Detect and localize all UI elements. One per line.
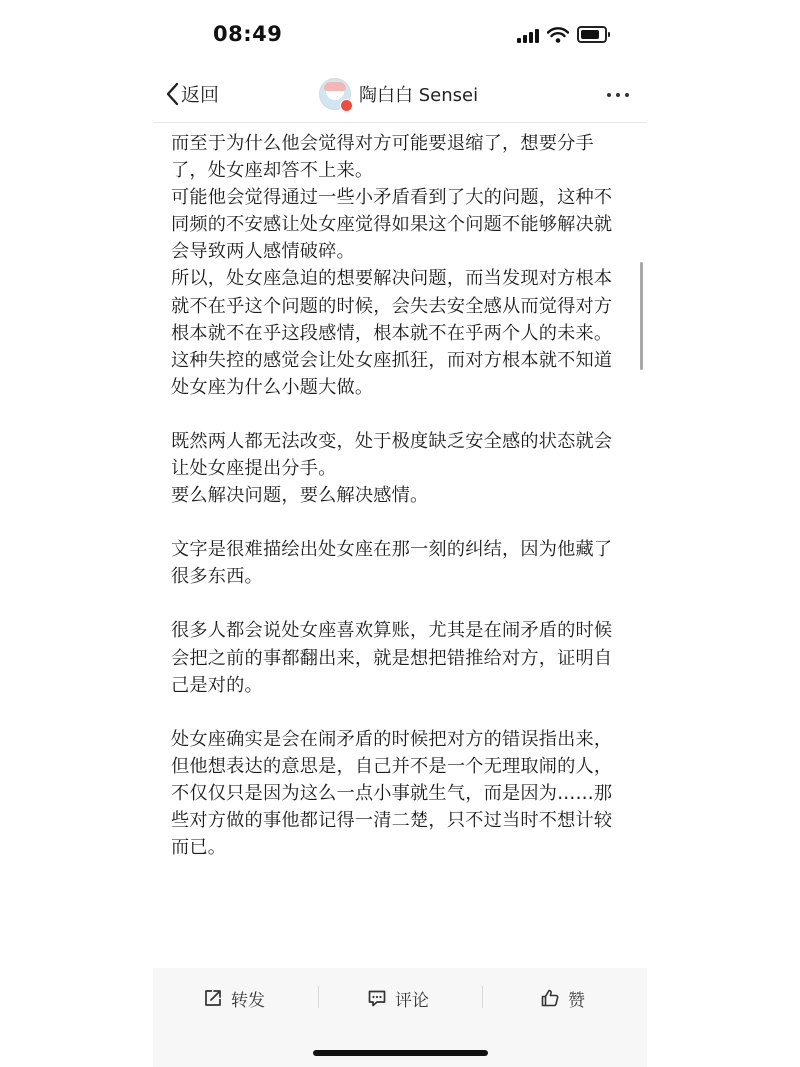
status-bar	[153, 0, 647, 70]
status-time: 08:49	[213, 22, 283, 46]
phone-screen	[153, 0, 647, 1067]
nav-bar	[153, 70, 647, 123]
like-button[interactable]	[540, 986, 585, 1010]
article-paragraph: 很多人都会说处女座喜欢算账，尤其是在闹矛盾的时候会把之前的事都翻出来，就是想把错推给对方，证明自己是对的。	[171, 620, 613, 696]
article-paragraph: 可能他会觉得通过一些小矛盾看到了大的问题，这种不同频的不安感让处女座觉得如果这个问题不能够解决就会导致两人感情破碎。	[171, 187, 613, 263]
repost-label: 转发	[231, 990, 265, 1011]
home-indicator[interactable]	[313, 1050, 488, 1056]
article-paragraph: 所以，处女座急迫的想要解决问题，而当发现对方根本就不在乎这个问题的时候，会失去安全感从而觉得对方根本就不在乎这段感情，根本就不在乎两个人的未来。	[171, 268, 613, 344]
comment-button[interactable]	[367, 986, 429, 1010]
article-paragraph: 要么解决问题，要么解决感情。	[171, 485, 429, 507]
share-arrow-icon	[203, 988, 223, 1008]
avatar[interactable]	[319, 78, 351, 110]
chevron-left-icon	[165, 82, 179, 106]
nav-title: 陶白白 Sensei	[359, 85, 479, 106]
verified-badge-icon	[340, 99, 353, 112]
signal-icon	[517, 27, 539, 43]
divider	[482, 986, 483, 1008]
wifi-icon	[547, 27, 569, 43]
thumbs-up-icon	[540, 988, 560, 1008]
status-icons	[517, 26, 607, 43]
like-label: 赞	[568, 990, 585, 1011]
battery-icon	[577, 26, 607, 43]
article-paragraph: 文字是很难描绘出处女座在那一刻的纠结，因为他藏了很多东西。	[171, 539, 613, 588]
article-paragraph: 这种失控的感觉会让处女座抓狂，而对方根本就不知道处女座为什么小题大做。	[171, 349, 613, 398]
article-paragraph: 处女座确实是会在闹矛盾的时候把对方的错误指出来，但他想表达的意思是，自己并不是一个无理取闹的人，不仅仅只是因为这么一点小事就生气，而是因为……那些对方做的事他都记得一清二楚，只不过当时不想计较而已。	[171, 728, 613, 859]
article-paragraph: 既然两人都无法改变，处于极度缺乏安全感的状态就会让处女座提出分手。	[171, 430, 613, 480]
nav-profile[interactable]	[319, 78, 478, 110]
bottom-action-bar	[153, 968, 647, 1067]
repost-button[interactable]	[203, 986, 265, 1010]
article-paragraph: 而至于为什么他会觉得对方可能要退缩了，想要分手了，处女座却答不上来。	[171, 133, 594, 182]
article-body	[171, 130, 629, 861]
more-dots-icon[interactable]	[607, 93, 629, 97]
comment-bubble-icon	[367, 988, 387, 1008]
scrollbar[interactable]	[640, 262, 643, 370]
comment-label: 评论	[395, 990, 429, 1011]
divider	[318, 986, 319, 1008]
back-label: 返回	[181, 84, 220, 106]
back-button[interactable]	[165, 80, 219, 107]
